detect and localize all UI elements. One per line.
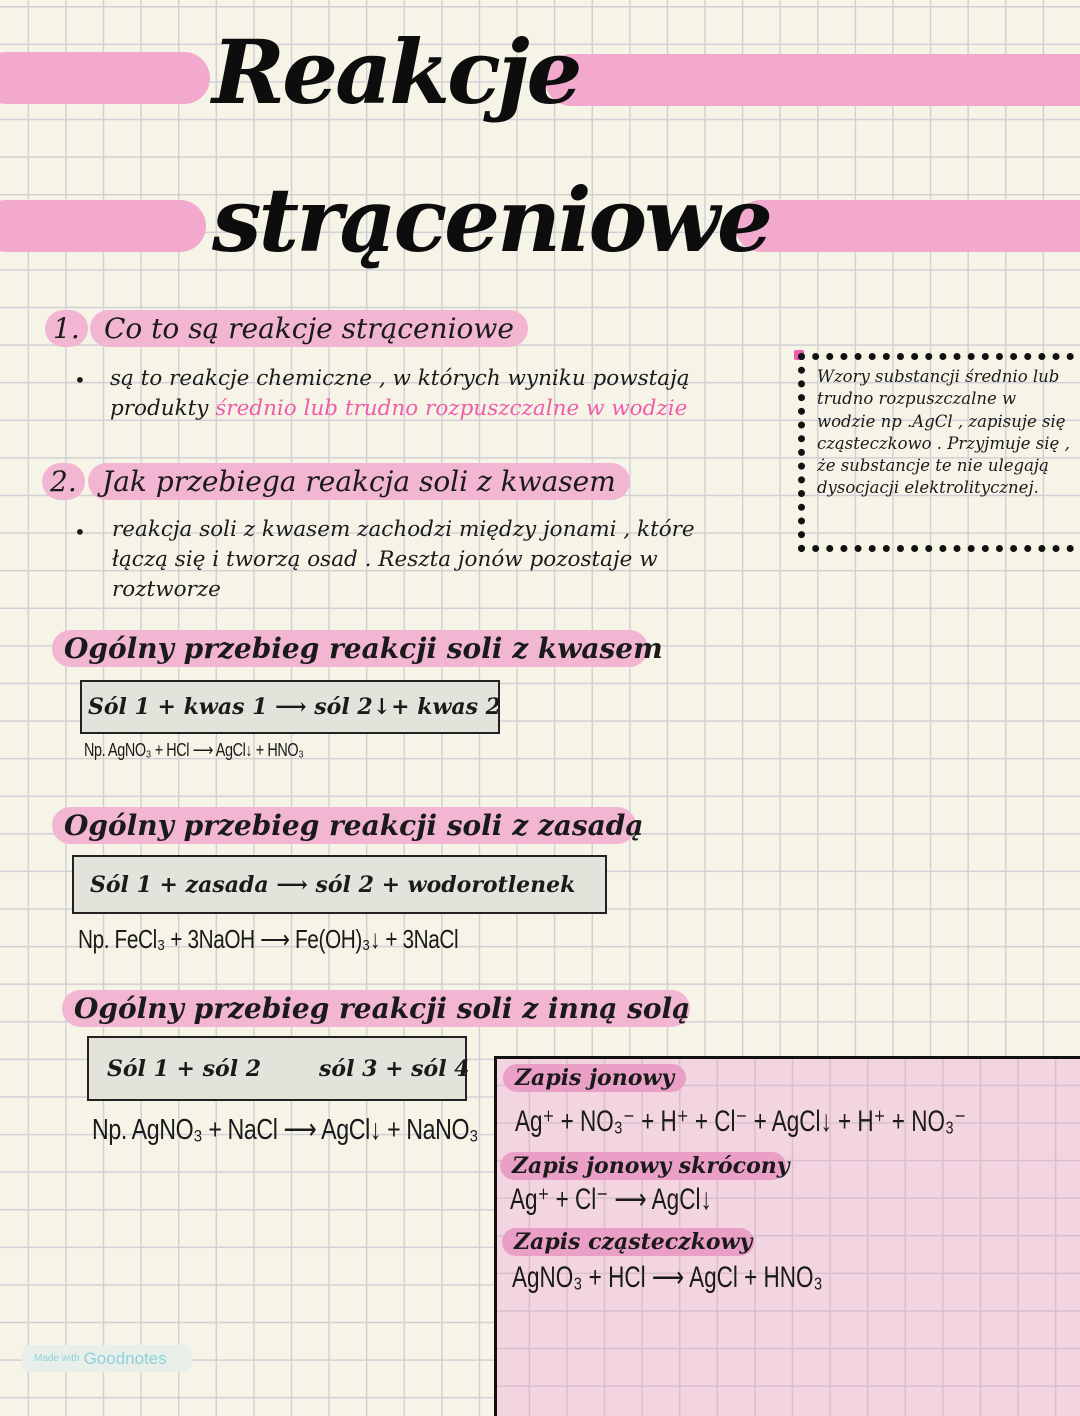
goodnotes-watermark (22, 1345, 192, 1372)
title-bar-right-1 (545, 54, 1080, 106)
watermark-made-with: Made with (34, 1353, 80, 1364)
watermark-brand: Goodnotes (83, 1348, 167, 1368)
title-bar-left-1 (0, 52, 210, 104)
highlight-text: średnio lub trudno rozpuszczalne w wodzie (215, 396, 688, 421)
bullet-dot: • (74, 520, 86, 544)
section2-number: 2. (42, 463, 85, 500)
label-molecular: Zapis cząsteczkowy (502, 1228, 754, 1256)
heading-salt-acid: Ogólny przebieg reakcji soli z kwasem (52, 630, 648, 667)
bullet-text: są to reakcje chemiczne , w których wyniku powstają (110, 366, 690, 391)
scheme-left: Sól 1 + sól 2 (107, 1055, 262, 1082)
equation-short-ionic: Ag⁺ + Cl⁻ ⟶ AgCl↓ (510, 1183, 712, 1216)
section1-title: Co to są reakcje strąceniowe (90, 310, 528, 347)
label-ionic: Zapis jonowy (503, 1064, 686, 1092)
section1-bullet (110, 364, 750, 424)
scheme-salt-acid: Sól 1 + kwas 1 ⟶ sól 2↓+ kwas 2 (80, 680, 500, 734)
equation-ionic: Ag⁺ + NO₃⁻ + H⁺ + Cl⁻ + AgCl↓ + H⁺ + NO₃⁻ (515, 1105, 966, 1138)
bullet-dot: • (74, 368, 86, 392)
scheme-salt-salt (87, 1036, 470, 1101)
scheme-right: sól 3 + sól 4 (319, 1055, 470, 1082)
equation-molecular: AgNO₃ + HCl ⟶ AgCl + HNO₃ (512, 1261, 823, 1294)
example-salt-base: Np. FeCl₃ + 3NaOH ⟶ Fe(OH)₃↓ + 3NaCl (78, 924, 459, 954)
section1-number: 1. (45, 310, 88, 347)
title-bar-right-2 (735, 200, 1080, 252)
section2-bullet: reakcja soli z kwasem zachodzi między jonami , które łączą się i tworzą osad . Reszta jonów pozostaje w roztworze (112, 517, 695, 602)
heading-salt-base: Ogólny przebieg reakcji soli z zasadą (52, 807, 636, 844)
label-short-ionic: Zapis jonowy skrócony (500, 1152, 786, 1180)
title-bar-left-2 (0, 200, 206, 252)
side-note: Wzory substancji średnio lub trudno rozpuszczalne w wodzie np .AgCl , zapisuje się cząsteczkowo . Przyjmuje się , że substancje te nie ulegają dysocjacji elektrolitycznej. (798, 353, 1080, 552)
page-title-line1: Reakcje (212, 20, 580, 124)
scheme-salt-base: Sól 1 + zasada ⟶ sól 2 + wodorotlenek (72, 855, 607, 914)
example-salt-acid: Np. AgNO₃ + HCl ⟶ AgCl↓ + HNO₃ (84, 740, 304, 760)
section2-title: Jak przebiega reakcja soli z kwasem (88, 463, 630, 500)
example-salt-salt: Np. AgNO₃ + NaCl ⟶ AgCl↓ + NaNO₃ (92, 1114, 479, 1146)
page-title-line2: strąceniowe (212, 168, 770, 272)
heading-salt-salt: Ogólny przebieg reakcji soli z inną solą (62, 990, 690, 1027)
bullet-text-mid: produkty (110, 396, 209, 421)
